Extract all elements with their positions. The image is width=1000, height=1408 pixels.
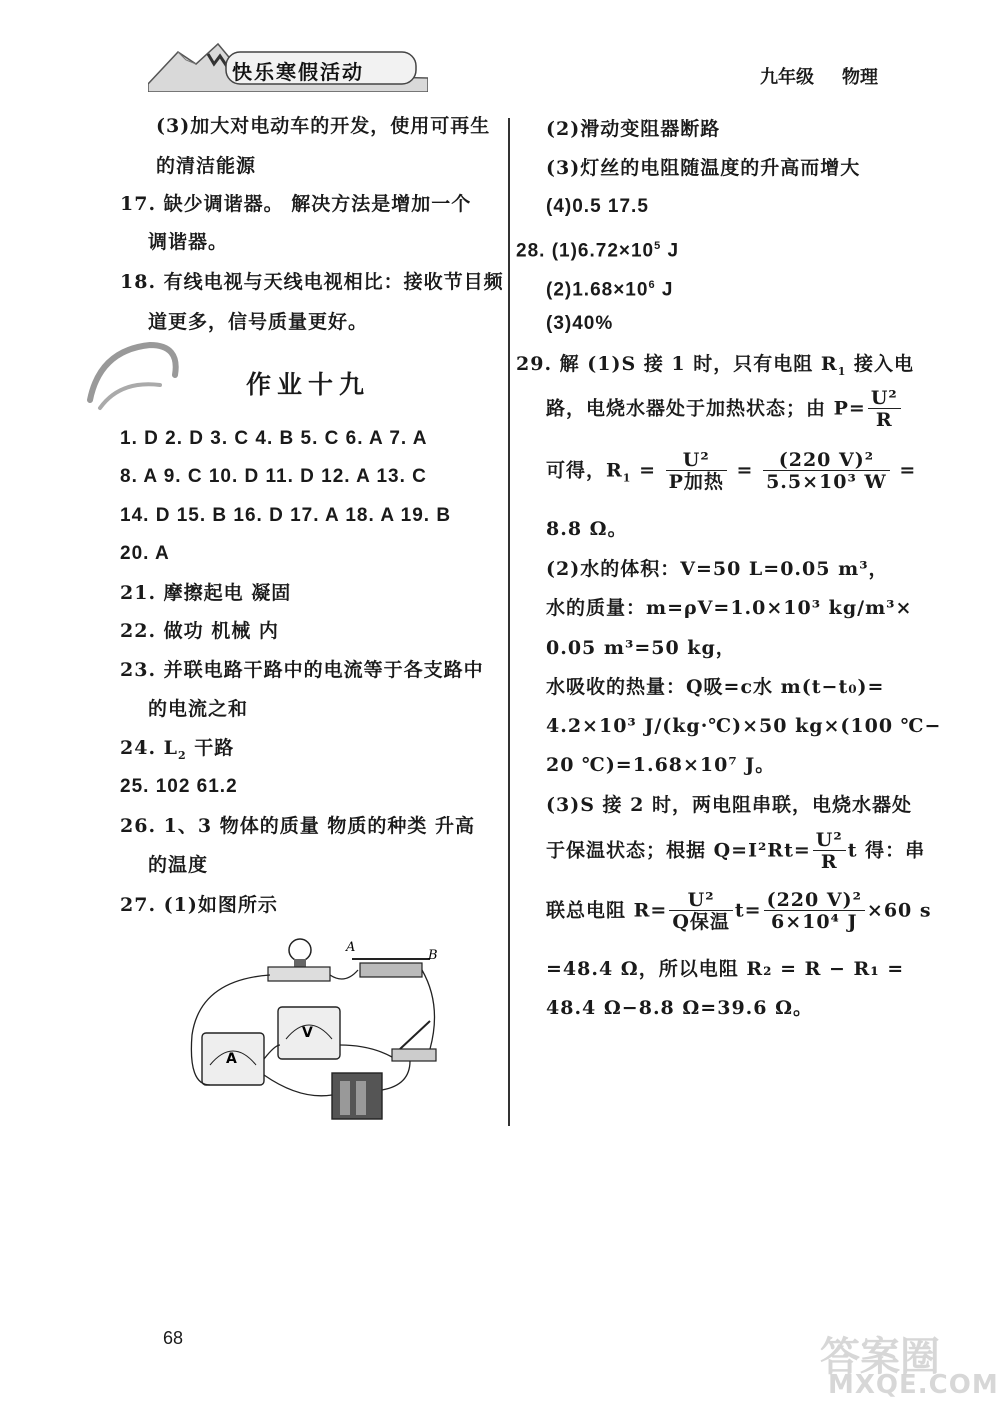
answer-23-cont: 的电流之和 — [148, 698, 249, 720]
battery-icon — [332, 1073, 382, 1119]
fraction-voltage-over-heat: $\frac{\text{(220 V)²}}{\text{6×10⁴ J}}$ — [764, 890, 865, 933]
answer-25: 25. 102 61.2 — [120, 776, 238, 797]
subject-label: 物理 — [842, 67, 878, 88]
answer-29-6: 水的质量：m=ρV=1.0×10³ kg/m³× — [546, 597, 913, 619]
answer-21: 21. 摩擦起电 凝固 — [120, 582, 292, 604]
switch-icon — [392, 1021, 436, 1061]
answer-18-cont: 道更多，信号质量更好。 — [148, 311, 369, 333]
right-line-2: (3)灯丝的电阻随温度的升高而增大 — [546, 157, 861, 179]
answer-29-11: (3)S 接 2 时，两电阻串联，电烧水器处 — [546, 794, 912, 816]
answer-28-2: $(2)1.68\times 10^6$ J — [546, 279, 674, 301]
answer-26-cont: 的温度 — [148, 854, 209, 876]
watermark-url: MXQE.COM — [828, 1370, 999, 1400]
answer-22: 22. 做功 机械 内 — [120, 620, 279, 642]
left-line-1: (3)加大对电动车的开发，使用可再生 — [156, 115, 491, 137]
column-divider — [508, 118, 510, 1126]
answer-23: 23. 并联电路干路中的电流等于各支路中 — [120, 659, 484, 681]
voltmeter-label: V — [302, 1025, 313, 1041]
right-line-1: (2)滑动变阻器断路 — [546, 118, 721, 140]
answer-18: 18. 有线电视与天线电视相比：接收节目频 — [120, 271, 504, 293]
left-line-2: 的清洁能源 — [156, 155, 257, 177]
answer-28-1: 28. $(1)6.72\times 10^5$ J — [516, 240, 680, 262]
answer-29-14: =48.4 Ω，所以电阻 R₂ = R − R₁ = — [546, 958, 905, 980]
fraction-u2-over-q: $\frac{\text{U²}}{\text{Q保温}}$ — [669, 890, 733, 933]
answers-8-13: 8. A 9. C 10. D 11. D 12. A 13. C — [120, 466, 427, 487]
answer-29-15: 48.4 Ω−8.8 Ω=39.6 Ω。 — [546, 997, 814, 1019]
answer-29-12: 于保温状态；根据 Q=I²Rt= $\frac{\text{U²}}{R}$ t 得：串 — [546, 829, 926, 873]
answer-17-cont: 调谐器。 — [148, 231, 229, 253]
answer-29-1: 29. 解 (1)S 接 1 时，只有电阻 $R_1$ 接入电 — [516, 353, 914, 378]
fraction-u2-over-r-2: $\frac{\text{U²}}{R}$ — [813, 830, 846, 873]
fraction-voltage-over-power: $\frac{\text{(220 V)²}}{\text{5.5×10³ W}}$ — [763, 450, 890, 493]
ammeter-label: A — [226, 1051, 237, 1067]
answer-17: 17. 缺少调谐器。 解决方法是增加一个 — [120, 193, 472, 215]
answer-29-4: 8.8 Ω。 — [546, 518, 628, 540]
answer-29-9: 4.2×10³ J/(kg·℃)×50 kg×(100 ℃− — [546, 715, 942, 737]
page-number: 68 — [163, 1328, 184, 1348]
answer-29-2: 路，电烧水器处于加热状态；由 P= $\frac{\text{U²}}{R}$ — [546, 388, 903, 431]
rheostat-label-b: B — [428, 948, 438, 963]
answer-29-7: 0.05 m³=50 kg， — [546, 637, 736, 659]
answer-29-10: 20 ℃)=1.68×10⁷ J。 — [546, 754, 776, 776]
circuit-diagram — [180, 925, 450, 1135]
answers-1-7: 1. D 2. D 3. C 4. B 5. C 6. A 7. A — [120, 428, 428, 449]
answer-26: 26. 1、3 物体的质量 物质的种类 升高 — [120, 815, 475, 837]
watermark-logo: 答案圈 — [820, 1334, 940, 1380]
answer-24: 24. $L_2$ 干路 — [120, 737, 235, 762]
answer-27: 27. (1)如图所示 — [120, 894, 278, 916]
header-title: 快乐寒假活动 — [232, 60, 364, 84]
fraction-u2-over-p: $\frac{\text{U²}}{\text{P加热}}$ — [666, 450, 727, 493]
right-line-3: (4)0.5 17.5 — [546, 196, 649, 217]
fraction-u2-over-r: $\frac{\text{U²}}{R}$ — [868, 388, 901, 431]
bulb-icon — [268, 939, 330, 981]
answer-20: 20. A — [120, 543, 170, 564]
answer-29-8: 水吸收的热量：Q吸=c水 m(t−t₀)= — [546, 676, 885, 698]
answer-29-13: 联总电阻 R= $\frac{\text{U²}}{\text{Q保温}}$ t= $\frac{\text{(220 V)²}}{\text{6×10⁴ J}}$ ×60 s — [546, 889, 932, 933]
stamp-mark-icon — [80, 330, 190, 420]
section-title: 作业十九 — [246, 370, 371, 399]
rheostat-label-a: A — [346, 940, 356, 955]
answer-29-5: (2)水的体积：V=50 L=0.05 m³， — [546, 558, 889, 580]
rheostat-icon — [345, 940, 438, 977]
answers-14-19: 14. D 15. B 16. D 17. A 18. A 19. B — [120, 505, 452, 526]
ammeter-icon — [202, 1033, 264, 1085]
answer-28-3: (3)40% — [546, 313, 614, 334]
grade-label: 九年级 — [760, 67, 814, 88]
voltmeter-icon — [278, 1007, 340, 1059]
answer-29-3: 可得，$R_1$ = $\frac{\text{U²}}{\text{P加热}}$ = $\frac{\text{(220 V)²}}{\text{5.5×10³ W}}$ = — [546, 449, 917, 493]
